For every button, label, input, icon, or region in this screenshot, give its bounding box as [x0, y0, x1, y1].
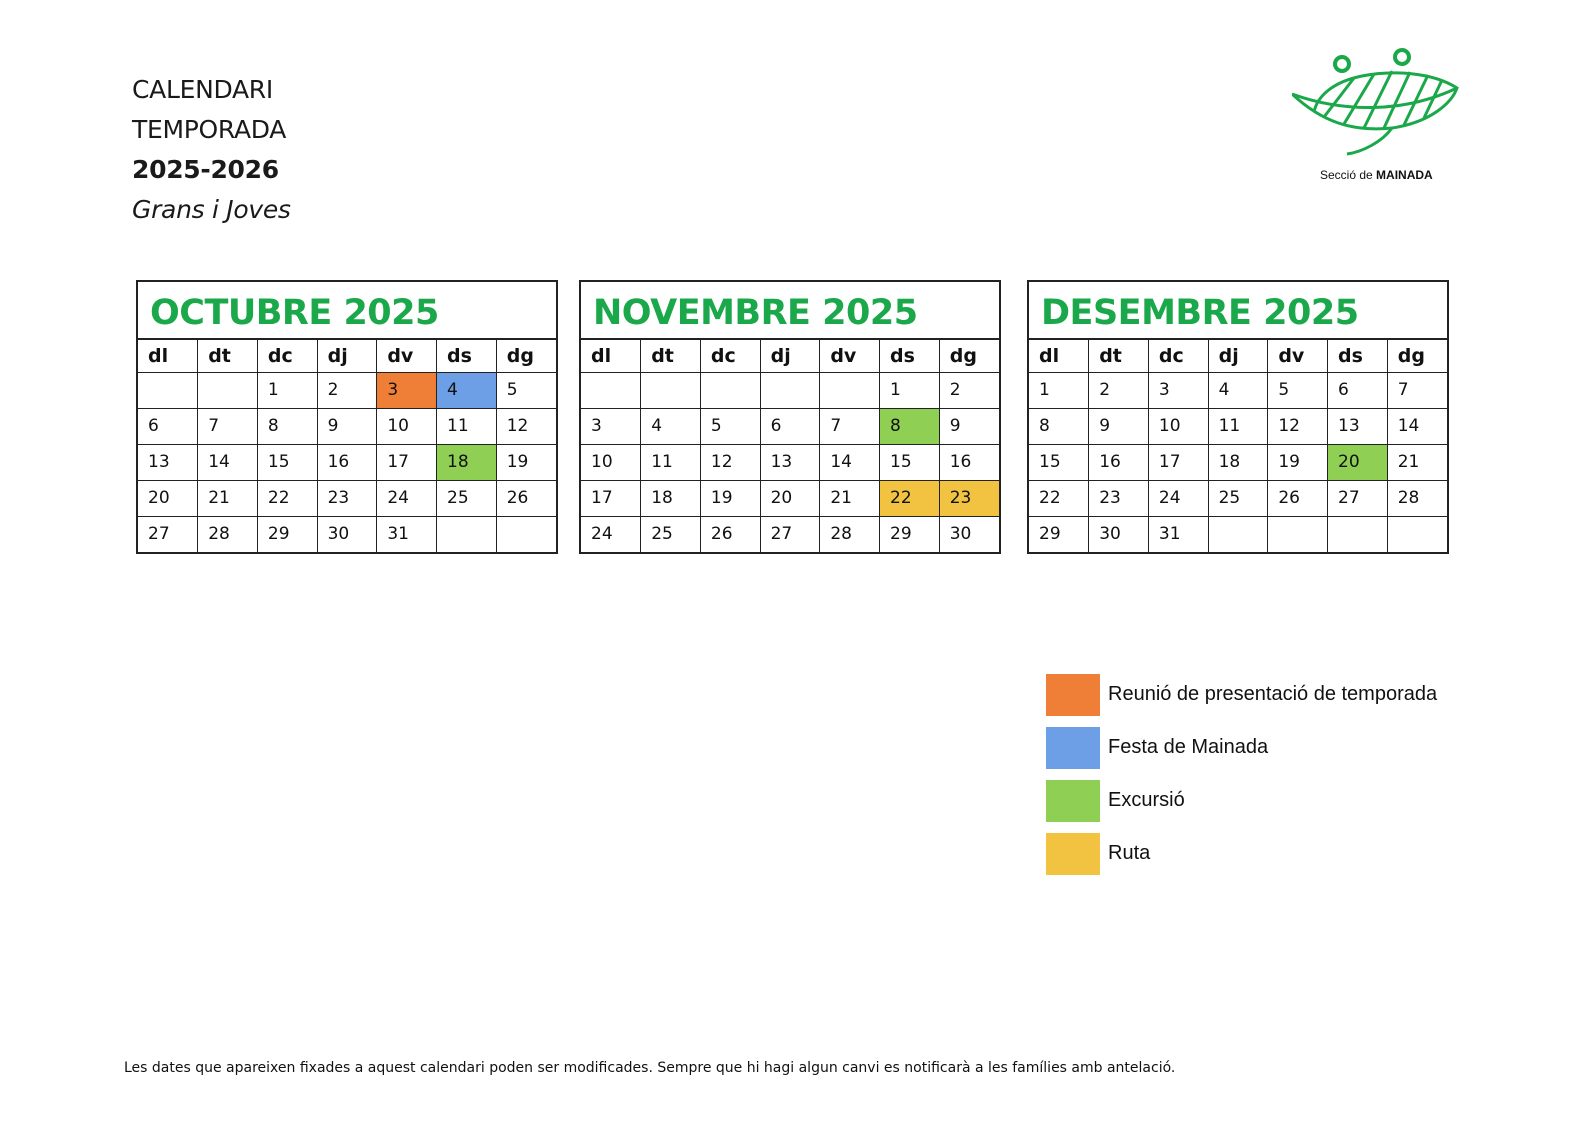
day-cell: 21	[198, 480, 258, 516]
empty-day-cell	[1328, 516, 1388, 552]
week-row	[138, 480, 556, 516]
day-cell: 4	[641, 408, 701, 444]
day-cell: 20	[760, 480, 820, 516]
weekday-header: dt	[641, 340, 701, 372]
day-cell: 15	[880, 444, 940, 480]
day-cell: 16	[939, 444, 999, 480]
week-row	[581, 480, 999, 516]
day-cell: 23	[317, 480, 377, 516]
day-cell: 5	[700, 408, 760, 444]
weekday-header: dg	[1387, 340, 1447, 372]
empty-day-cell	[641, 372, 701, 408]
empty-day-cell	[437, 516, 497, 552]
weekday-header: dt	[198, 340, 258, 372]
day-cell: 30	[1089, 516, 1149, 552]
logo-caption-brand: MAINADA	[1376, 168, 1433, 182]
day-cell: 26	[1268, 480, 1328, 516]
legend-label: Ruta	[1108, 842, 1151, 864]
weekday-header: ds	[437, 340, 497, 372]
day-cell: 5	[496, 372, 556, 408]
day-cell: 28	[198, 516, 258, 552]
week-row	[138, 516, 556, 552]
season-years: 2025-2026	[132, 155, 279, 184]
week-row	[1029, 408, 1447, 444]
day-cell: 4	[1208, 372, 1268, 408]
day-cell: 3	[377, 372, 437, 408]
day-cell: 18	[1208, 444, 1268, 480]
week-row	[581, 516, 999, 552]
month-title: NOVEMBRE 2025	[581, 282, 999, 340]
day-cell: 31	[377, 516, 437, 552]
legend-swatch	[1046, 727, 1100, 769]
empty-day-cell	[1208, 516, 1268, 552]
day-cell: 9	[939, 408, 999, 444]
day-cell: 11	[437, 408, 497, 444]
weekday-header: dl	[138, 340, 198, 372]
day-cell: 8	[257, 408, 317, 444]
empty-day-cell	[581, 372, 641, 408]
day-cell: 24	[377, 480, 437, 516]
weekday-header: dg	[939, 340, 999, 372]
day-cell: 26	[700, 516, 760, 552]
day-cell: 1	[880, 372, 940, 408]
weekday-header: dj	[760, 340, 820, 372]
day-cell: 20	[1328, 444, 1388, 480]
day-cell: 7	[1387, 372, 1447, 408]
title-line-1: CALENDARI	[132, 75, 273, 104]
day-cell: 30	[939, 516, 999, 552]
day-cell: 19	[496, 444, 556, 480]
month-calendar	[1027, 280, 1449, 554]
day-cell: 13	[760, 444, 820, 480]
weekday-header: dj	[1208, 340, 1268, 372]
day-cell: 6	[760, 408, 820, 444]
week-row	[1029, 480, 1447, 516]
month-grid	[581, 340, 999, 552]
day-cell: 24	[1148, 480, 1208, 516]
day-cell: 11	[1208, 408, 1268, 444]
legend-swatch	[1046, 780, 1100, 822]
title-block	[132, 70, 291, 230]
day-cell: 22	[880, 480, 940, 516]
day-cell: 12	[496, 408, 556, 444]
empty-day-cell	[496, 516, 556, 552]
day-cell: 1	[1029, 372, 1089, 408]
day-cell: 11	[641, 444, 701, 480]
month-title: OCTUBRE 2025	[138, 282, 556, 340]
day-cell: 26	[496, 480, 556, 516]
day-cell: 3	[581, 408, 641, 444]
empty-day-cell	[760, 372, 820, 408]
logo-caption	[1320, 168, 1433, 182]
day-cell: 3	[1148, 372, 1208, 408]
day-cell: 13	[138, 444, 198, 480]
day-cell: 21	[820, 480, 880, 516]
week-row	[581, 372, 999, 408]
day-cell: 16	[317, 444, 377, 480]
day-cell: 22	[1029, 480, 1089, 516]
day-cell: 30	[317, 516, 377, 552]
day-cell: 19	[1268, 444, 1328, 480]
week-row	[1029, 372, 1447, 408]
logo-caption-prefix: Secció de	[1320, 168, 1373, 182]
day-cell: 12	[1268, 408, 1328, 444]
footer-note: Les dates que apareixen fixades a aquest calendari poden ser modificades. Sempre que hi hagi algun canvi es notificarà a les famílies amb antelació.	[124, 1060, 1176, 1076]
week-row	[581, 408, 999, 444]
day-cell: 28	[1387, 480, 1447, 516]
weekday-header: dv	[377, 340, 437, 372]
day-cell: 13	[1328, 408, 1388, 444]
month-grid	[1029, 340, 1447, 552]
day-cell: 29	[880, 516, 940, 552]
empty-day-cell	[1387, 516, 1447, 552]
day-cell: 1	[257, 372, 317, 408]
month-title: DESEMBRE 2025	[1029, 282, 1447, 340]
month-calendar	[136, 280, 558, 554]
day-cell: 2	[317, 372, 377, 408]
leaf-frog-icon	[1292, 42, 1472, 172]
week-row	[1029, 444, 1447, 480]
month-calendar	[579, 280, 1001, 554]
day-cell: 18	[437, 444, 497, 480]
day-cell: 15	[1029, 444, 1089, 480]
day-cell: 14	[198, 444, 258, 480]
group-name: Grans i Joves	[132, 195, 291, 224]
day-cell: 4	[437, 372, 497, 408]
empty-day-cell	[198, 372, 258, 408]
legend-label: Festa de Mainada	[1108, 736, 1269, 758]
week-row	[138, 372, 556, 408]
day-cell: 7	[820, 408, 880, 444]
weekday-header: dl	[1029, 340, 1089, 372]
legend-label: Reunió de presentació de temporada	[1108, 683, 1438, 705]
weekday-header: dv	[820, 340, 880, 372]
day-cell: 17	[377, 444, 437, 480]
day-cell: 25	[1208, 480, 1268, 516]
legend-swatch	[1046, 833, 1100, 875]
day-cell: 6	[1328, 372, 1388, 408]
week-row	[138, 444, 556, 480]
day-cell: 10	[1148, 408, 1208, 444]
empty-day-cell	[700, 372, 760, 408]
day-cell: 17	[581, 480, 641, 516]
day-cell: 14	[820, 444, 880, 480]
day-cell: 29	[257, 516, 317, 552]
day-cell: 2	[939, 372, 999, 408]
day-cell: 27	[760, 516, 820, 552]
day-cell: 17	[1148, 444, 1208, 480]
weekday-header: dg	[496, 340, 556, 372]
day-cell: 25	[641, 516, 701, 552]
weekday-header: ds	[1328, 340, 1388, 372]
day-cell: 21	[1387, 444, 1447, 480]
day-cell: 28	[820, 516, 880, 552]
day-cell: 23	[1089, 480, 1149, 516]
day-cell: 20	[138, 480, 198, 516]
day-cell: 12	[700, 444, 760, 480]
day-cell: 29	[1029, 516, 1089, 552]
legend-swatch	[1046, 674, 1100, 716]
day-cell: 10	[581, 444, 641, 480]
empty-day-cell	[138, 372, 198, 408]
weekday-header: dt	[1089, 340, 1149, 372]
legend-label: Excursió	[1108, 789, 1185, 811]
empty-day-cell	[820, 372, 880, 408]
title-line-2: TEMPORADA	[132, 115, 287, 144]
weekday-header: dc	[700, 340, 760, 372]
day-cell: 25	[437, 480, 497, 516]
day-cell: 31	[1148, 516, 1208, 552]
day-cell: 14	[1387, 408, 1447, 444]
day-cell: 5	[1268, 372, 1328, 408]
day-cell: 9	[317, 408, 377, 444]
weekday-header: dc	[1148, 340, 1208, 372]
day-cell: 19	[700, 480, 760, 516]
week-row	[1029, 516, 1447, 552]
day-cell: 7	[198, 408, 258, 444]
day-cell: 2	[1089, 372, 1149, 408]
day-cell: 27	[1328, 480, 1388, 516]
empty-day-cell	[1268, 516, 1328, 552]
weekday-header: ds	[880, 340, 940, 372]
day-cell: 16	[1089, 444, 1149, 480]
day-cell: 8	[1029, 408, 1089, 444]
day-cell: 22	[257, 480, 317, 516]
day-cell: 9	[1089, 408, 1149, 444]
day-cell: 8	[880, 408, 940, 444]
day-cell: 15	[257, 444, 317, 480]
weekday-header: dl	[581, 340, 641, 372]
day-cell: 27	[138, 516, 198, 552]
day-cell: 18	[641, 480, 701, 516]
day-cell: 24	[581, 516, 641, 552]
weekday-header: dc	[257, 340, 317, 372]
weekday-header: dj	[317, 340, 377, 372]
week-row	[581, 444, 999, 480]
weekday-header: dv	[1268, 340, 1328, 372]
month-grid	[138, 340, 556, 552]
week-row	[138, 408, 556, 444]
day-cell: 10	[377, 408, 437, 444]
day-cell: 23	[939, 480, 999, 516]
day-cell: 6	[138, 408, 198, 444]
